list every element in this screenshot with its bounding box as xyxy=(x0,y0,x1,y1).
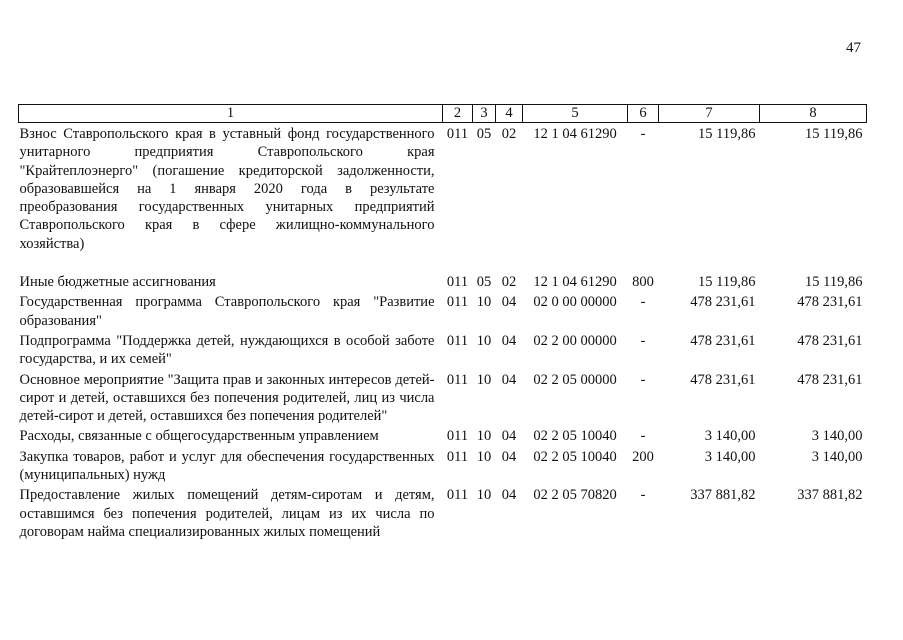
row-amount-2022: 478 231,61 xyxy=(797,294,863,311)
row-target-article: 02 0 00 00000 xyxy=(533,294,617,311)
table-row xyxy=(19,484,867,541)
row-expense-type: - xyxy=(640,487,646,504)
column-header-2: 2 xyxy=(443,105,473,123)
row-expense-type: - xyxy=(640,126,646,142)
row-target-article: 02 2 05 70820 xyxy=(533,487,617,504)
row-amount-2022: 337 881,82 xyxy=(797,487,863,504)
row-amount-2021: 337 881,82 xyxy=(690,487,756,504)
row-amount-2022: 478 231,61 xyxy=(797,371,863,388)
row-amount-2021: 3 140,00 xyxy=(704,448,756,465)
row-description: Взнос Ставропольского края в уставный фонд государственного унитарного предприятия Ставропольского края "Крайтеплоэнерго" (погашение кредиторской задолженности, образовавшейся на 1 января 2020 года в результате преобразования государственных унитарных предприятий Ставропольского края в сфере жилищно-коммунального хозяйства) xyxy=(19,126,435,252)
row-target-article: 12 1 04 61290 xyxy=(533,274,617,291)
budget-table xyxy=(18,104,867,541)
row-amount-2022: 3 140,00 xyxy=(811,448,863,465)
table-row xyxy=(19,291,867,330)
row-description: Предоставление жилых помещений детям-сиротам и детям, оставшимся без попечения родителей, лицам из их числа по договорам найма специализированных жилых помещений xyxy=(19,487,435,540)
row-description: Государственная программа Ставропольского края "Развитие образования" xyxy=(19,294,435,329)
table-row xyxy=(19,425,867,445)
row-code-subsection: 04 xyxy=(501,487,517,504)
row-expense-type: - xyxy=(640,294,646,311)
row-description: Иные бюджетные ассигнования xyxy=(19,274,216,291)
row-expense-type: - xyxy=(640,428,646,445)
row-code-subsection: 04 xyxy=(501,371,517,388)
row-description: Подпрограмма "Поддержка детей, нуждающихся в особой заботе государства, и их семей" xyxy=(19,332,435,368)
table-row xyxy=(19,271,867,291)
row-code-section: 10 xyxy=(476,294,492,311)
table-header-row xyxy=(19,105,867,123)
row-description: Расходы, связанные с общегосударственным управлением xyxy=(19,428,379,445)
row-target-article: 02 2 00 00000 xyxy=(533,332,617,349)
row-code-ministry: 011 xyxy=(446,126,469,142)
row-code-subsection: 02 xyxy=(501,274,517,291)
column-header-5: 5 xyxy=(523,105,628,123)
row-amount-2021: 478 231,61 xyxy=(690,294,756,311)
row-target-article: 12 1 04 61290 xyxy=(533,126,617,142)
row-amount-2022: 15 119,86 xyxy=(805,274,863,291)
row-target-article: 02 2 05 10040 xyxy=(533,448,617,465)
row-description: Основное мероприятие "Защита прав и законных интересов детей-сирот и детей, оставшихся без попечения родителей, лиц из числа детей-сирот и детей, оставшихся без попечения родителей" xyxy=(19,371,435,425)
row-code-section: 10 xyxy=(476,371,492,388)
row-code-ministry: 011 xyxy=(446,332,469,349)
row-amount-2021: 478 231,61 xyxy=(690,371,756,388)
row-code-subsection: 04 xyxy=(501,428,517,445)
row-code-subsection: 04 xyxy=(501,448,517,465)
column-header-3: 3 xyxy=(473,105,496,123)
row-expense-type: 800 xyxy=(632,274,654,291)
table-row xyxy=(19,123,867,272)
row-code-ministry: 011 xyxy=(446,371,469,388)
column-header-4: 4 xyxy=(496,105,523,123)
row-code-ministry: 011 xyxy=(446,294,469,311)
row-amount-2022: 15 119,86 xyxy=(805,126,863,142)
column-header-1: 1 xyxy=(19,105,443,123)
column-header-8: 8 xyxy=(760,105,867,123)
row-target-article: 02 2 05 10040 xyxy=(533,428,617,445)
row-amount-2021: 478 231,61 xyxy=(690,332,756,349)
column-header-7: 7 xyxy=(659,105,760,123)
row-code-section: 10 xyxy=(476,428,492,445)
row-code-subsection: 02 xyxy=(501,126,517,142)
row-code-section: 10 xyxy=(476,487,492,504)
table-row xyxy=(19,369,867,426)
row-description: Закупка товаров, работ и услуг для обеспечения государственных (муниципальных) нужд xyxy=(19,448,435,484)
row-amount-2022: 478 231,61 xyxy=(797,332,863,349)
column-header-6: 6 xyxy=(628,105,659,123)
row-code-subsection: 04 xyxy=(501,332,517,349)
row-code-section: 05 xyxy=(476,126,492,142)
row-code-ministry: 011 xyxy=(446,428,469,445)
row-code-ministry: 011 xyxy=(446,448,469,465)
row-code-section: 10 xyxy=(476,332,492,349)
row-amount-2021: 15 119,86 xyxy=(698,274,756,291)
row-target-article: 02 2 05 00000 xyxy=(533,371,617,388)
row-code-section: 10 xyxy=(476,448,492,465)
table-row xyxy=(19,446,867,485)
row-expense-type: - xyxy=(640,332,646,349)
row-expense-type: - xyxy=(640,371,646,388)
row-code-subsection: 04 xyxy=(501,294,517,311)
table-row xyxy=(19,330,867,369)
row-expense-type: 200 xyxy=(632,448,654,465)
page-number: 47 xyxy=(846,40,861,56)
row-amount-2022: 3 140,00 xyxy=(811,428,863,445)
row-amount-2021: 15 119,86 xyxy=(698,126,756,142)
row-code-ministry: 011 xyxy=(446,487,469,504)
row-code-ministry: 011 xyxy=(446,274,469,291)
row-code-section: 05 xyxy=(476,274,492,291)
row-amount-2021: 3 140,00 xyxy=(704,428,756,445)
